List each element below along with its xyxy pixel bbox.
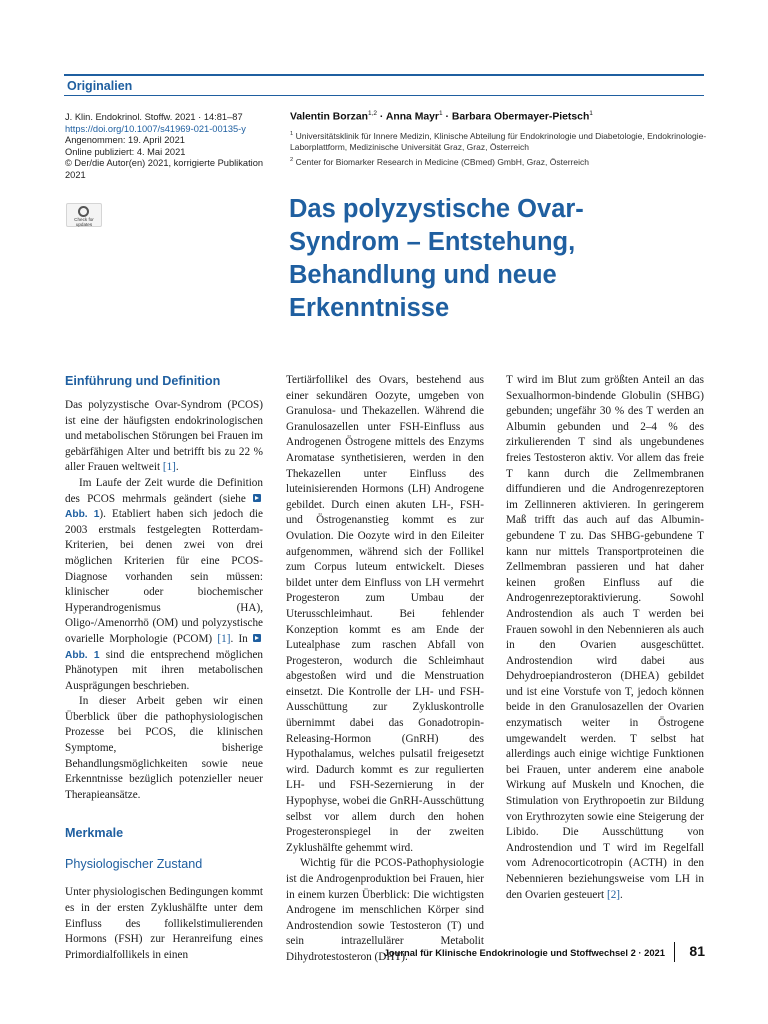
text-column-3 bbox=[506, 373, 704, 903]
figure-icon bbox=[253, 634, 261, 642]
citation: J. Klin. Endokrinol. Stoffw. 2021 · 14:81–87 bbox=[65, 112, 243, 122]
author-name: Anna Mayr bbox=[385, 111, 439, 123]
author-name: Barbara Obermayer-Pietsch bbox=[451, 111, 590, 123]
badge-line1: Check for bbox=[74, 217, 94, 222]
footer-divider bbox=[674, 942, 675, 962]
copyright: © Der/die Autor(en) 2021, korrigierte Publikation 2021 bbox=[65, 158, 264, 180]
doi-link[interactable]: https://doi.org/10.1007/s41969-021-00135-y bbox=[65, 123, 246, 134]
citation-link[interactable]: [1] bbox=[162, 461, 176, 474]
page-number: 81 bbox=[689, 943, 705, 959]
paragraph bbox=[65, 476, 263, 694]
paragraph-text: Das polyzystische Ovar-Syndrom (PCOS) ist eine der häufigsten endokrinologischen und metabolischen Störungen bei Frauen im gebärfähigen Alter und betrifft bis zu 22 % aller Frauen weltweit bbox=[65, 399, 263, 474]
page-footer bbox=[383, 942, 705, 962]
published-date: Online publiziert: 4. Mai 2021 bbox=[65, 146, 186, 157]
article-meta bbox=[65, 112, 265, 182]
text-column-1 bbox=[65, 373, 263, 963]
check-for-updates-badge[interactable] bbox=[66, 203, 102, 227]
author-list bbox=[290, 110, 593, 122]
subsection-heading: Physiologischer Zustand bbox=[65, 857, 203, 872]
figure-icon bbox=[253, 494, 261, 502]
affiliation bbox=[290, 155, 710, 168]
author-separator: · bbox=[377, 111, 386, 123]
paragraph: In dieser Arbeit geben wir einen Überblick über die pathophysiologischen Prozesse bei PCOS, die klinischen Symptome, bisherige Behandlungsmöglichkeiten sowie neue Erkenntnisse bezüglich potenzieller neuer Therapieansätze. bbox=[65, 695, 263, 801]
accepted-date: Angenommen: 19. April 2021 bbox=[65, 135, 185, 146]
badge-line2: updates bbox=[75, 221, 93, 227]
paragraph-text: ). Etabliert haben sich jedoch die 2003 erstmals festgelegten Rotterdam-Kriterien, bei denen zwei von drei möglichen Kriterien für eine PCOS-Diagnose vorhanden sein müssen: klinischer oder biochemischer Hyperandrogenismus (HA), Oligo-/Amenorrhö (OM) und polyzystische ovarielle Morphologie (PCOM) bbox=[65, 508, 263, 645]
affiliation-text: Center for Biomarker Research in Medicine (CBmed) GmbH, Graz, Österreich bbox=[295, 156, 589, 167]
affiliation-number: 1 bbox=[290, 131, 294, 137]
paragraph bbox=[506, 373, 704, 903]
journal-name: Journal für Klinische Endokrinologie und Stoffwechsel 2 · 2021 bbox=[383, 947, 665, 958]
paragraph: Unter physiologischen Bedingungen kommt es in der ersten Zyklushälfte unter dem Einfluss des follikelstimulierenden Hormons (FSH) zur Heranreifung eines Primordialfollikels in einen bbox=[65, 886, 263, 961]
paragraph: Wichtig für die PCOS-Pathophysiologie ist die Androgenproduktion bei Frauen, hier in einem kurzen Überblick: Die wichtigsten Androgene im menschlichen Körper sind Androstendion sowie Testosteron (T) und sein intrazellulärer Metabolit Dihydrotestosteron (DHT). bbox=[286, 857, 484, 963]
section-header bbox=[64, 74, 704, 96]
affiliation bbox=[290, 129, 710, 153]
paragraph-text: . In bbox=[230, 632, 253, 645]
article-title: Das polyzystische Ovar-Syndrom – Entstehung, Behandlung und neue Erkenntnisse bbox=[289, 195, 584, 322]
section-heading: Einführung und Definition bbox=[65, 374, 221, 388]
author-affil-sup: 1 bbox=[589, 110, 593, 117]
text-column-2 bbox=[286, 373, 484, 966]
figure-link-label: Abb. 1 bbox=[65, 649, 100, 661]
paragraph-text: Im Laufe der Zeit wurde die Definition des PCOS mehrmals geändert (siehe bbox=[65, 476, 263, 505]
paragraph: Tertiärfollikel des Ovars, bestehend aus einer sekundären Oozyte, umgeben von Granulosa- und Thekazellen. Während die Granulosazellen unter FSH-Einfluss aus Androgenen Östrogene mittels des Enzyms Aromatase synthetisieren, werden in den Thekazellen unter Einfluss des luteinisierenden Hormons (LH) Androgene gebildet. Durch einen akuten LH-, FSH- und Östrogenanstieg kommt es zur Ovulation. Die Oozyte wird in den Eileiter aufgenommen, während sich der Follikel zum Corpus luteum entwickelt. Dieses bildet unter dem Einfluss von LH vermehrt Progesteron zum Umbau der Uterusschleimhaut. Bei fehlender Konzeption kommt es am Ende der Lutealphase zum raschen Abfall von Progesteron, wodurch die Schleimhaut abgestoßen wird und die Menstruation einsetzt. Die Kontrolle der LH- und FSH-Ausschüttung zur Zykluskontrolle übernimmt dabei das Gonadotropin-Releasing-Hormon (GnRH) des Hypothalamus, welches pulsatil freigesetzt wird. Dadurch kommt es zur regulierten LH- und FSH-Sezernierung in der Hypophyse, wobei die GnRH-Ausschüttung selbst vor allem durch den hohen Progesteronspiegel in der zweiten Zyklushälfte gehemmt wird. bbox=[286, 374, 484, 854]
paragraph bbox=[65, 398, 263, 476]
author-affil-sup: 1,2 bbox=[367, 110, 377, 117]
affiliation-text: Universitätsklinik für Innere Medizin, Klinische Abteilung für Endokrinologie und Diabetologie, Endokrinologie-Laborplattform, Medizinische Universität Graz, Graz, Österreich bbox=[290, 130, 707, 153]
check-updates-icon bbox=[78, 206, 89, 217]
affiliation-number: 2 bbox=[290, 157, 294, 163]
citation-link[interactable]: [1] bbox=[217, 632, 231, 645]
author-affil-sup: 1 bbox=[438, 110, 443, 117]
paragraph-text: sind die entsprechend möglichen Phänotypen mit ihren metabolischen Ausprägungen beschrieben. bbox=[65, 648, 263, 692]
paragraph-text: . bbox=[620, 888, 623, 901]
paragraph-text: . bbox=[175, 461, 179, 474]
author-separator: · bbox=[442, 111, 452, 123]
author-name: Valentin Borzan bbox=[290, 111, 368, 123]
paragraph-text: T wird im Blut zum größten Anteil an das Sexualhormon-bindende Globulin (SHBG) gebunden; ungefähr 30 % des T werden an Albumin gebunden und 2–4 % des zirkulierenden T sind als ungebundenes freies Testosteron aktiv. Vor allem das freie T kann durch die Zellmembranen diffundieren und die Androgenrezeptoren im Zellinneren aktivieren. In geringerem Maß trifft das auch auf das Albumin-gebundene T zu. Das SHBG-gebundene T kann nur mittels Transportproteinen die Zellmembran passieren und hat daher keinen großen Einfluss auf die Androgenrezeptoraktivierung. Sowohl Androstendion als auch T werden bei Frauen sowohl in den Nebennieren als auch in den Ovarien ausgeschüttet. Androstendion wird dabei aus Dehydroepiandrosteron (DHEA) gebildet und ist eine Vorstufe von T, jedoch können beide in den Granulosazellen der Ovarien enzymatisch weiter in Östrogene umgewandelt werden. T selbst hat allerdings auch einige wichtige Funktionen bei Frauen, unter anderem eine anabole Wirkung auf Muskeln und Knochen, die Stimulation von Erythropoetin zur Bildung von Erythrozyten sowie eine Steigerung der Libido. Die Ausschüttung von Androstendion und T wird im Regelfall vom Adrenocorticotropin (ACTH) in den Nebennieren beziehungsweise vom LH in den Ovarien gesteuert bbox=[506, 374, 704, 901]
figure-link-label: Abb. 1 bbox=[65, 509, 100, 521]
citation-link[interactable]: [2] bbox=[606, 888, 621, 901]
section-heading: Merkmale bbox=[65, 826, 124, 841]
section-label: Originalien bbox=[67, 79, 133, 93]
